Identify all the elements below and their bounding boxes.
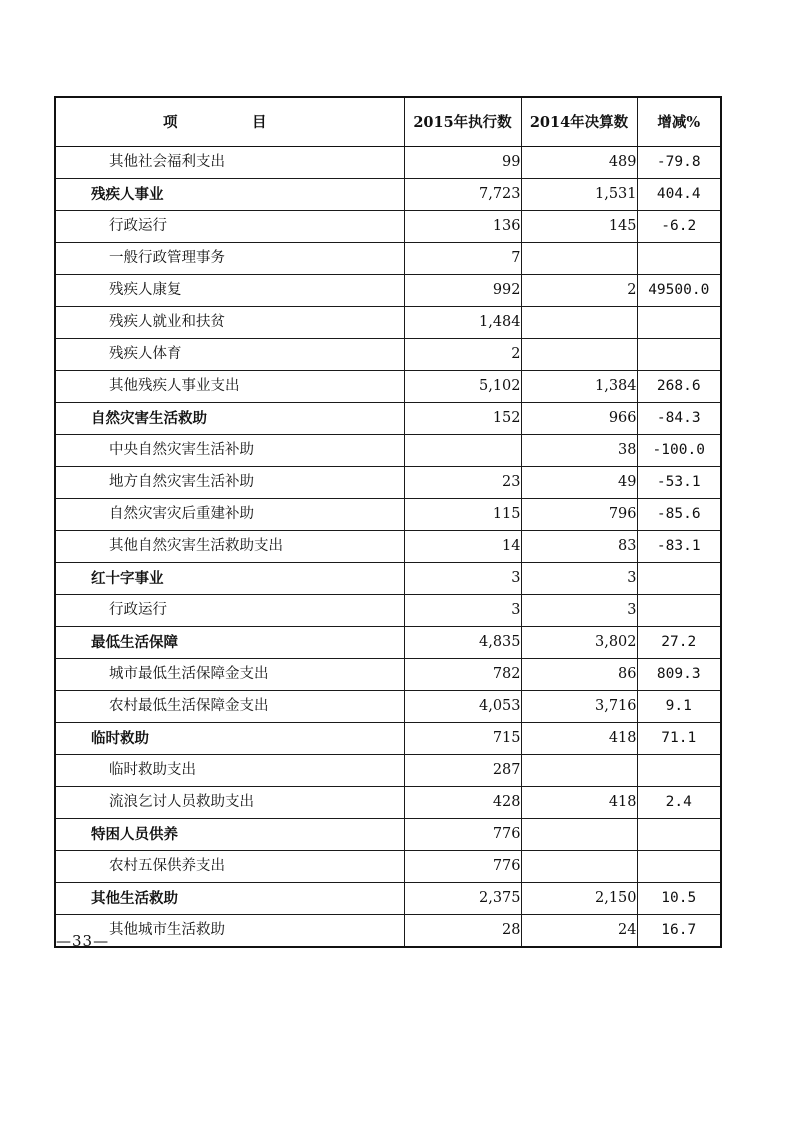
table-row xyxy=(55,403,721,435)
table-row xyxy=(55,371,721,403)
value-2014-cell: 3,802 xyxy=(521,627,637,659)
subitem-cell: 残疾人体育 xyxy=(55,339,404,371)
change-percent-cell: 404.4 xyxy=(637,179,721,211)
subitem-cell: 其他残疾人事业支出 xyxy=(55,371,404,403)
value-2015-cell: 992 xyxy=(404,275,521,307)
subitem-cell: 城市最低生活保障金支出 xyxy=(55,659,404,691)
table-body xyxy=(55,147,721,948)
value-2014-cell: 418 xyxy=(521,723,637,755)
table-row xyxy=(55,467,721,499)
value-2015-cell: 776 xyxy=(404,819,521,851)
value-2015-cell: 7 xyxy=(404,243,521,275)
subitem-cell: 残疾人就业和扶贫 xyxy=(55,307,404,339)
subitem-cell: 中央自然灾害生活补助 xyxy=(55,435,404,467)
subitem-cell: 流浪乞讨人员救助支出 xyxy=(55,787,404,819)
table-row xyxy=(55,691,721,723)
value-2014-cell: 38 xyxy=(521,435,637,467)
change-percent-cell xyxy=(637,595,721,627)
change-percent-cell xyxy=(637,851,721,883)
subitem-cell: 地方自然灾害生活补助 xyxy=(55,467,404,499)
subitem-cell: 其他自然灾害生活救助支出 xyxy=(55,531,404,563)
change-percent-cell: 9.1 xyxy=(637,691,721,723)
value-2015-cell: 7,723 xyxy=(404,179,521,211)
value-2015-cell: 715 xyxy=(404,723,521,755)
table-row xyxy=(55,819,721,851)
value-2014-cell xyxy=(521,755,637,787)
value-2014-cell: 2 xyxy=(521,275,637,307)
category-cell: 残疾人事业 xyxy=(55,179,404,211)
table-row xyxy=(55,915,721,948)
subitem-cell: 农村五保供养支出 xyxy=(55,851,404,883)
subitem-cell: 一般行政管理事务 xyxy=(55,243,404,275)
subitem-cell: 行政运行 xyxy=(55,211,404,243)
value-2014-cell: 3 xyxy=(521,563,637,595)
value-2014-cell: 966 xyxy=(521,403,637,435)
change-percent-cell: -6.2 xyxy=(637,211,721,243)
value-2014-cell: 2,150 xyxy=(521,883,637,915)
table-row xyxy=(55,211,721,243)
value-2015-cell: 3 xyxy=(404,563,521,595)
value-2014-cell: 418 xyxy=(521,787,637,819)
table-row xyxy=(55,755,721,787)
value-2015-cell: 28 xyxy=(404,915,521,948)
value-2015-cell: 23 xyxy=(404,467,521,499)
value-2015-cell: 14 xyxy=(404,531,521,563)
change-percent-cell: -79.8 xyxy=(637,147,721,179)
subitem-cell: 残疾人康复 xyxy=(55,275,404,307)
category-cell: 临时救助 xyxy=(55,723,404,755)
value-2015-cell: 4,053 xyxy=(404,691,521,723)
subitem-cell: 临时救助支出 xyxy=(55,755,404,787)
table-row xyxy=(55,531,721,563)
table-row xyxy=(55,339,721,371)
table-row xyxy=(55,307,721,339)
table-row xyxy=(55,723,721,755)
subitem-cell: 其他社会福利支出 xyxy=(55,147,404,179)
value-2015-cell: 2,375 xyxy=(404,883,521,915)
value-2014-cell: 796 xyxy=(521,499,637,531)
value-2014-cell: 24 xyxy=(521,915,637,948)
value-2014-cell: 3,716 xyxy=(521,691,637,723)
table-header-row xyxy=(55,97,721,147)
category-cell: 自然灾害生活救助 xyxy=(55,403,404,435)
change-percent-cell xyxy=(637,819,721,851)
value-2015-cell: 115 xyxy=(404,499,521,531)
value-2014-cell xyxy=(521,243,637,275)
value-2014-cell: 49 xyxy=(521,467,637,499)
value-2014-cell xyxy=(521,307,637,339)
table-row xyxy=(55,851,721,883)
value-2015-cell: 99 xyxy=(404,147,521,179)
change-percent-cell: -53.1 xyxy=(637,467,721,499)
table-row xyxy=(55,243,721,275)
value-2015-cell xyxy=(404,435,521,467)
value-2014-cell: 86 xyxy=(521,659,637,691)
change-percent-cell: -85.6 xyxy=(637,499,721,531)
header-item: 项 目 xyxy=(55,97,404,147)
table-row xyxy=(55,435,721,467)
value-2015-cell: 782 xyxy=(404,659,521,691)
value-2014-cell xyxy=(521,819,637,851)
change-percent-cell xyxy=(637,755,721,787)
table-row xyxy=(55,563,721,595)
change-percent-cell xyxy=(637,339,721,371)
value-2015-cell: 4,835 xyxy=(404,627,521,659)
change-percent-cell xyxy=(637,563,721,595)
value-2015-cell: 152 xyxy=(404,403,521,435)
table-row xyxy=(55,883,721,915)
category-cell: 最低生活保障 xyxy=(55,627,404,659)
value-2014-cell: 3 xyxy=(521,595,637,627)
budget-table xyxy=(54,96,722,948)
table-row xyxy=(55,147,721,179)
category-cell: 特困人员供养 xyxy=(55,819,404,851)
page-number: —33— xyxy=(56,932,110,950)
value-2015-cell: 428 xyxy=(404,787,521,819)
subitem-cell: 行政运行 xyxy=(55,595,404,627)
value-2015-cell: 136 xyxy=(404,211,521,243)
value-2015-cell: 3 xyxy=(404,595,521,627)
value-2014-cell: 489 xyxy=(521,147,637,179)
change-percent-cell: 71.1 xyxy=(637,723,721,755)
value-2015-cell: 776 xyxy=(404,851,521,883)
subitem-cell: 自然灾害灾后重建补助 xyxy=(55,499,404,531)
subitem-cell: 其他城市生活救助 xyxy=(55,915,404,948)
value-2015-cell: 2 xyxy=(404,339,521,371)
table-row xyxy=(55,659,721,691)
table-row xyxy=(55,787,721,819)
change-percent-cell: 10.5 xyxy=(637,883,721,915)
change-percent-cell: -84.3 xyxy=(637,403,721,435)
change-percent-cell: 2.4 xyxy=(637,787,721,819)
header-2014: 2014年决算数 xyxy=(521,97,637,147)
change-percent-cell xyxy=(637,307,721,339)
change-percent-cell: -100.0 xyxy=(637,435,721,467)
change-percent-cell: 49500.0 xyxy=(637,275,721,307)
value-2014-cell xyxy=(521,339,637,371)
change-percent-cell: -83.1 xyxy=(637,531,721,563)
change-percent-cell: 16.7 xyxy=(637,915,721,948)
subitem-cell: 农村最低生活保障金支出 xyxy=(55,691,404,723)
header-2015: 2015年执行数 xyxy=(404,97,521,147)
table-row xyxy=(55,595,721,627)
table-row xyxy=(55,499,721,531)
table-row xyxy=(55,627,721,659)
value-2015-cell: 1,484 xyxy=(404,307,521,339)
value-2015-cell: 287 xyxy=(404,755,521,787)
table-row xyxy=(55,275,721,307)
value-2014-cell: 1,531 xyxy=(521,179,637,211)
table-row xyxy=(55,179,721,211)
change-percent-cell: 268.6 xyxy=(637,371,721,403)
change-percent-cell xyxy=(637,243,721,275)
value-2015-cell: 5,102 xyxy=(404,371,521,403)
category-cell: 其他生活救助 xyxy=(55,883,404,915)
header-change: 增减% xyxy=(637,97,721,147)
category-cell: 红十字事业 xyxy=(55,563,404,595)
change-percent-cell: 809.3 xyxy=(637,659,721,691)
value-2014-cell: 1,384 xyxy=(521,371,637,403)
value-2014-cell: 83 xyxy=(521,531,637,563)
value-2014-cell xyxy=(521,851,637,883)
change-percent-cell: 27.2 xyxy=(637,627,721,659)
value-2014-cell: 145 xyxy=(521,211,637,243)
